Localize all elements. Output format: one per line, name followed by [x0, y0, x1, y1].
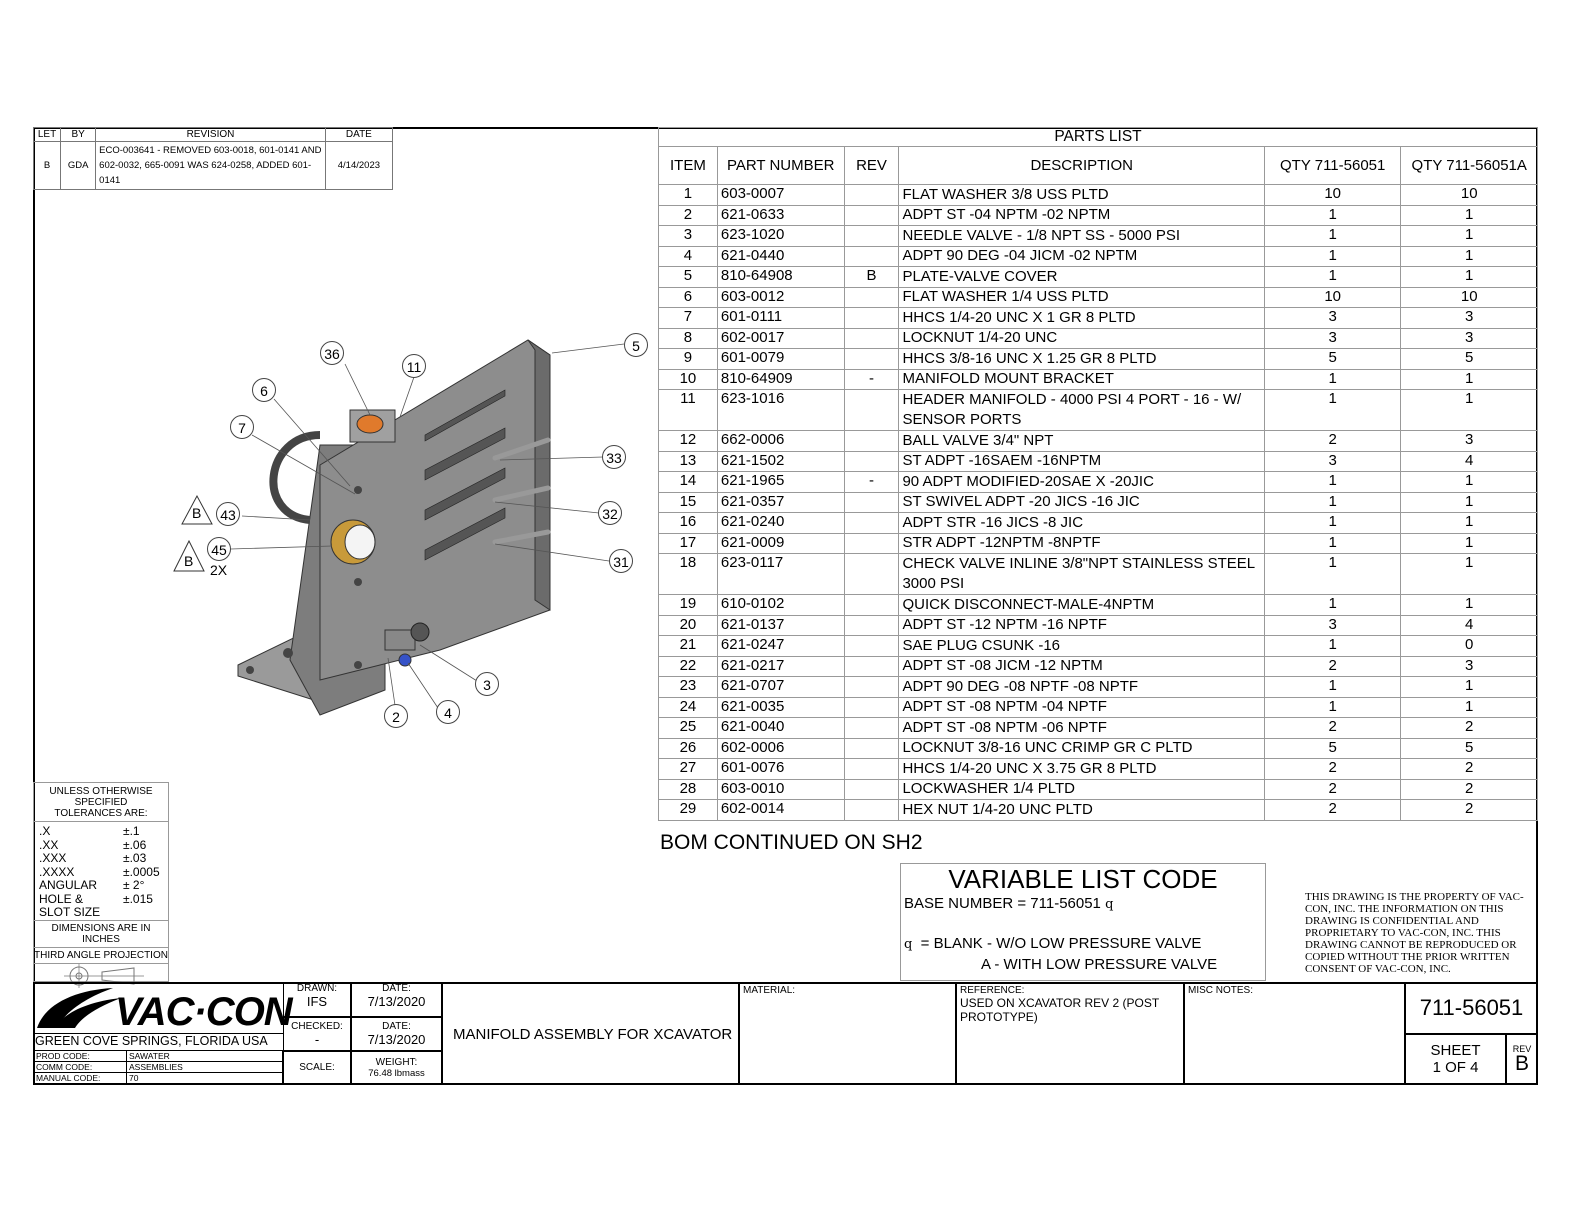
cell-qty-b: 1: [1401, 226, 1538, 247]
table-row: [659, 287, 1538, 308]
table-row: [659, 369, 1538, 390]
table-row: [659, 738, 1538, 759]
table-row: [659, 492, 1538, 513]
balloon-4: 4: [436, 700, 460, 724]
cell-qty-a: 2: [1264, 759, 1400, 780]
balloon-31: 31: [609, 549, 633, 573]
table-row: [659, 513, 1538, 534]
misc-notes-cell: [1184, 982, 1405, 1085]
cell-qty-b: 10: [1401, 287, 1538, 308]
weight-cell: WEIGHT: 76.48 lbmass: [351, 1051, 442, 1085]
cell-description: 90 ADPT MODIFIED-20SAE X -20JIC: [899, 472, 1265, 493]
cell-part-number: 610-0102: [717, 595, 844, 616]
rev-let: B: [34, 142, 61, 190]
cell-description: HHCS 1/4-20 UNC X 1 GR 8 PLTD: [899, 308, 1265, 329]
manual-code-label: MANUAL CODE:: [34, 1073, 127, 1084]
cell-qty-a: 1: [1264, 533, 1400, 554]
table-row: [659, 595, 1538, 616]
variable-option-a: A - WITH LOW PRESSURE VALVE: [981, 956, 1218, 973]
cell-item: 18: [659, 554, 718, 595]
cell-qty-a: 5: [1264, 349, 1400, 370]
drawn-date: 7/13/2020: [367, 994, 426, 1009]
cell-description: ST ADPT -16SAEM -16NPTM: [899, 451, 1265, 472]
cell-part-number: 623-0117: [717, 554, 844, 595]
cell-part-number: 621-0240: [717, 513, 844, 534]
table-row: [659, 554, 1538, 595]
cell-part-number: 601-0076: [717, 759, 844, 780]
tolerance-row: ANGULAR ± 2°: [39, 878, 145, 892]
checked-date-cell: DATE: 7/13/2020: [351, 1017, 442, 1051]
cell-description: QUICK DISCONNECT-MALE-4NPTM: [899, 595, 1265, 616]
cell-part-number: 662-0006: [717, 431, 844, 452]
table-row: [659, 615, 1538, 636]
cell-description: HEADER MANIFOLD - 4000 PSI 4 PORT - 16 - W/ SENSOR PORTS: [899, 390, 1265, 431]
drawn-date-cell: DATE: 7/13/2020: [351, 982, 442, 1017]
balloon-32: 32: [598, 501, 622, 525]
cell-item: 10: [659, 369, 718, 390]
prod-code-label: PROD CODE:: [34, 1051, 127, 1062]
tolerance-block: [33, 782, 169, 982]
cell-part-number: 602-0017: [717, 328, 844, 349]
prod-code: SAWATER: [127, 1051, 283, 1062]
cell-item: 6: [659, 287, 718, 308]
cell-item: 9: [659, 349, 718, 370]
cell-qty-a: 1: [1264, 390, 1400, 431]
cell-item: 13: [659, 451, 718, 472]
reference-cell: [956, 982, 1184, 1085]
cell-description: HHCS 1/4-20 UNC X 3.75 GR 8 PLTD: [899, 759, 1265, 780]
cell-item: 15: [659, 492, 718, 513]
table-row: [659, 328, 1538, 349]
property-notice: THIS DRAWING IS THE PROPERTY OF VAC-CON, INC. THE INFORMATION ON THIS DRAWING IS CONFIDENTIAL AND PROPRIETARY TO VAC-CON, INC. THIS DRAWING CANNOT BE REPRODUCED OR COPIED WITHOUT THE PRIOR WRITTEN CONSENT OF VAC-CON, INC.: [1305, 891, 1524, 975]
logo-text: VAC·CON: [115, 990, 292, 1034]
balloon-6: 6: [252, 378, 276, 402]
cell-qty-b: 3: [1401, 431, 1538, 452]
cell-description: ADPT ST -04 NPTM -02 NPTM: [899, 205, 1265, 226]
logo-swoosh-icon: [35, 984, 125, 1032]
cell-rev: [844, 287, 899, 308]
cell-qty-b: 0: [1401, 636, 1538, 657]
cell-part-number: 621-0217: [717, 656, 844, 677]
comm-code: ASSEMBLIES: [127, 1062, 283, 1073]
cell-item: 14: [659, 472, 718, 493]
cell-qty-b: 2: [1401, 718, 1538, 739]
manifold-cap: [357, 415, 383, 433]
cell-qty-a: 5: [1264, 738, 1400, 759]
cell-item: 28: [659, 779, 718, 800]
col-header-qty-b: QTY 711-56051A: [1401, 147, 1538, 185]
table-row: [659, 308, 1538, 329]
table-row: [659, 451, 1538, 472]
rev-cell: [1506, 1034, 1538, 1085]
cell-qty-a: 1: [1264, 492, 1400, 513]
rev-header-revision: REVISION: [96, 128, 326, 142]
cell-description: LOCKWASHER 1/4 PLTD: [899, 779, 1265, 800]
table-row: [659, 349, 1538, 370]
cell-qty-a: 1: [1264, 205, 1400, 226]
cell-item: 21: [659, 636, 718, 657]
rev-date: 4/14/2023: [325, 142, 392, 190]
cell-description: ADPT 90 DEG -04 JICM -02 NPTM: [899, 246, 1265, 267]
cell-part-number: 621-0247: [717, 636, 844, 657]
cell-description: BALL VALVE 3/4" NPT: [899, 431, 1265, 452]
tolerance-list: [34, 822, 168, 920]
cell-item: 20: [659, 615, 718, 636]
cell-qty-a: 1: [1264, 267, 1400, 288]
balloon-11: 11: [402, 354, 426, 378]
cell-description: FLAT WASHER 1/4 USS PLTD: [899, 287, 1265, 308]
drawing-number: 711-56051: [1405, 982, 1538, 1034]
cell-qty-b: 3: [1401, 328, 1538, 349]
cell-part-number: 621-0035: [717, 697, 844, 718]
cell-item: 5: [659, 267, 718, 288]
units-note: DIMENSIONS ARE IN INCHES: [34, 920, 168, 947]
cell-qty-b: 1: [1401, 492, 1538, 513]
cell-part-number: 623-1016: [717, 390, 844, 431]
table-row: [659, 390, 1538, 431]
cell-rev: [844, 492, 899, 513]
sheet-label: SHEET: [1430, 1042, 1481, 1059]
cell-qty-a: 2: [1264, 718, 1400, 739]
table-row: [659, 697, 1538, 718]
balloon-5: 5: [624, 333, 648, 357]
cell-rev: [844, 533, 899, 554]
bom-continued-note: BOM CONTINUED ON SH2: [660, 831, 923, 854]
col-header-item: ITEM: [659, 147, 718, 185]
cell-part-number: 603-0012: [717, 287, 844, 308]
quantity-note: 2X: [210, 562, 228, 578]
cell-description: PLATE-VALVE COVER: [899, 267, 1265, 288]
table-row: [659, 431, 1538, 452]
tolerance-header-2: TOLERANCES ARE:: [34, 808, 168, 822]
cell-rev: -: [844, 369, 899, 390]
cell-part-number: 621-0137: [717, 615, 844, 636]
cell-qty-a: 3: [1264, 451, 1400, 472]
cell-qty-a: 3: [1264, 328, 1400, 349]
cell-item: 22: [659, 656, 718, 677]
tolerance-header-1: UNLESS OTHERWISE SPECIFIED: [49, 786, 153, 808]
rev-header-let: LET: [34, 128, 61, 142]
balloon-3: 3: [475, 672, 499, 696]
cell-qty-b: 1: [1401, 472, 1538, 493]
cell-description: ADPT 90 DEG -08 NPTF -08 NPTF: [899, 677, 1265, 698]
revision-block: [33, 127, 393, 190]
cell-part-number: 621-0633: [717, 205, 844, 226]
cell-item: 4: [659, 246, 718, 267]
cell-description: LOCKNUT 3/8-16 UNC CRIMP GR C PLTD: [899, 738, 1265, 759]
cell-part-number: 602-0014: [717, 800, 844, 821]
cell-rev: [844, 595, 899, 616]
cell-qty-a: 2: [1264, 800, 1400, 821]
cell-qty-b: 3: [1401, 656, 1538, 677]
cell-item: 26: [659, 738, 718, 759]
cell-qty-a: 1: [1264, 554, 1400, 595]
cell-rev: [844, 308, 899, 329]
cell-part-number: 603-0010: [717, 779, 844, 800]
checked-by: -: [314, 1032, 320, 1047]
cell-rev: -: [844, 472, 899, 493]
cell-qty-a: 1: [1264, 472, 1400, 493]
cell-rev: [844, 349, 899, 370]
drawn-by: IFS: [306, 994, 328, 1009]
balloon-36: 36: [320, 341, 344, 365]
cell-rev: [844, 759, 899, 780]
table-row: [659, 533, 1538, 554]
table-row: [659, 779, 1538, 800]
cell-rev: [844, 451, 899, 472]
cell-qty-b: 1: [1401, 205, 1538, 226]
cell-item: 2: [659, 205, 718, 226]
table-row: [659, 759, 1538, 780]
cell-qty-a: 1: [1264, 513, 1400, 534]
cell-item: 19: [659, 595, 718, 616]
cell-rev: [844, 226, 899, 247]
variable-list-box: [900, 863, 1266, 981]
cell-qty-b: 5: [1401, 349, 1538, 370]
col-header-part-number: PART NUMBER: [717, 147, 844, 185]
cell-item: 3: [659, 226, 718, 247]
cell-rev: B: [844, 267, 899, 288]
rev-header-by: BY: [61, 128, 96, 142]
weight: 76.48 lbmass: [368, 1068, 425, 1079]
cell-rev: [844, 656, 899, 677]
reference: USED ON XCAVATOR REV 2 (POST PROTOTYPE): [960, 996, 1159, 1024]
cell-qty-b: 1: [1401, 267, 1538, 288]
cell-item: 27: [659, 759, 718, 780]
cell-rev: [844, 738, 899, 759]
cell-part-number: 603-0007: [717, 185, 844, 206]
cell-part-number: 621-0040: [717, 718, 844, 739]
rev-by: GDA: [61, 142, 96, 190]
table-row: [659, 185, 1538, 206]
cell-part-number: 621-0440: [717, 246, 844, 267]
cell-description: ADPT ST -12 NPTM -16 NPTF: [899, 615, 1265, 636]
projection-note: THIRD ANGLE PROJECTION: [34, 947, 168, 963]
codes-table: [33, 1050, 283, 1084]
cell-qty-a: 1: [1264, 246, 1400, 267]
cell-qty-b: 1: [1401, 369, 1538, 390]
cell-rev: [844, 205, 899, 226]
tolerance-row: .XX ±.06: [39, 837, 147, 852]
material-label: MATERIAL:: [743, 985, 796, 996]
cell-qty-b: 2: [1401, 759, 1538, 780]
balloon-43: 43: [216, 502, 240, 526]
cell-part-number: 601-0079: [717, 349, 844, 370]
cell-description: MANIFOLD MOUNT BRACKET: [899, 369, 1265, 390]
cell-qty-b: 4: [1401, 615, 1538, 636]
tolerance-row: HOLE & ±.015: [39, 891, 153, 906]
balloon-2: 2: [384, 704, 408, 728]
table-row: [659, 677, 1538, 698]
cell-part-number: 621-0009: [717, 533, 844, 554]
col-header-description: DESCRIPTION: [899, 147, 1265, 185]
cell-qty-a: 1: [1264, 369, 1400, 390]
cell-description: SAE PLUG CSUNK -16: [899, 636, 1265, 657]
cell-qty-a: 2: [1264, 431, 1400, 452]
cell-item: 23: [659, 677, 718, 698]
cell-qty-a: 10: [1264, 287, 1400, 308]
table-row: [659, 656, 1538, 677]
cell-qty-a: 2: [1264, 656, 1400, 677]
cell-qty-b: 1: [1401, 246, 1538, 267]
table-row: [659, 800, 1538, 821]
comm-code-label: COMM CODE:: [34, 1062, 127, 1073]
reference-label: REFERENCE:: [960, 985, 1025, 996]
cell-qty-a: 3: [1264, 615, 1400, 636]
cell-description: NEEDLE VALVE - 1/8 NPT SS - 5000 PSI: [899, 226, 1265, 247]
cell-qty-b: 1: [1401, 390, 1538, 431]
cell-qty-a: 3: [1264, 308, 1400, 329]
col-header-qty-a: QTY 711-56051: [1264, 147, 1400, 185]
col-header-rev: REV: [844, 147, 899, 185]
cell-qty-b: 1: [1401, 697, 1538, 718]
tolerance-row: .XXXX ±.0005: [39, 864, 160, 879]
balloon-33: 33: [602, 445, 626, 469]
variable-list-title: VARIABLE LIST CODE: [948, 864, 1218, 894]
cell-rev: [844, 615, 899, 636]
title-cell: [442, 982, 739, 1085]
cell-part-number: 602-0006: [717, 738, 844, 759]
cell-qty-b: 1: [1401, 533, 1538, 554]
cell-part-number: 621-1502: [717, 451, 844, 472]
cell-qty-a: 1: [1264, 226, 1400, 247]
cell-description: ADPT STR -16 JICS -8 JIC: [899, 513, 1265, 534]
cell-item: 7: [659, 308, 718, 329]
rev-description: ECO-003641 - REMOVED 603-0018, 601-0141 AND 602-0032, 665-0091 WAS 624-0258, ADDED 601-0141: [96, 142, 326, 190]
cell-part-number: 623-1020: [717, 226, 844, 247]
sheet-number: 1 OF 4: [1432, 1059, 1479, 1076]
cell-description: CHECK VALVE INLINE 3/8"NPT STAINLESS STEEL 3000 PSI: [899, 554, 1265, 595]
cell-item: 25: [659, 718, 718, 739]
cell-qty-a: 1: [1264, 636, 1400, 657]
variable-base-number: BASE NUMBER = 711-56051 q: [904, 895, 1114, 912]
cell-rev: [844, 800, 899, 821]
cell-part-number: 621-0357: [717, 492, 844, 513]
cell-description: ST SWIVEL ADPT -20 JICS -16 JIC: [899, 492, 1265, 513]
needle-valve: [385, 630, 415, 650]
rev-flag-label: B: [192, 505, 202, 521]
cell-qty-b: 1: [1401, 677, 1538, 698]
company-location: GREEN COVE SPRINGS, FLORIDA USA: [35, 1033, 283, 1048]
rev-flag-label: B: [184, 553, 194, 569]
cell-description: HHCS 3/8-16 UNC X 1.25 GR 8 PLTD: [899, 349, 1265, 370]
cell-rev: [844, 697, 899, 718]
checked-cell: CHECKED: -: [283, 1017, 351, 1051]
sheet-cell: [1405, 1034, 1506, 1085]
cell-qty-a: 1: [1264, 697, 1400, 718]
cell-qty-b: 10: [1401, 185, 1538, 206]
table-row: [659, 636, 1538, 657]
cell-description: HEX NUT 1/4-20 UNC PLTD: [899, 800, 1265, 821]
table-row: [659, 205, 1538, 226]
cell-rev: [844, 554, 899, 595]
rev-header-date: DATE: [325, 128, 392, 142]
cell-item: 24: [659, 697, 718, 718]
cell-description: ADPT ST -08 JICM -12 NPTM: [899, 656, 1265, 677]
company-logo: [35, 984, 292, 1034]
parts-list-title: PARTS LIST: [659, 128, 1538, 147]
cell-qty-a: 1: [1264, 677, 1400, 698]
cell-item: 1: [659, 185, 718, 206]
cell-qty-b: 2: [1401, 779, 1538, 800]
rev-letter: B: [1514, 1052, 1529, 1075]
manual-code: 70: [127, 1073, 283, 1084]
cell-item: 16: [659, 513, 718, 534]
cell-description: LOCKNUT 1/4-20 UNC: [899, 328, 1265, 349]
cell-description: ADPT ST -08 NPTM -06 NPTF: [899, 718, 1265, 739]
parts-list-table: [658, 127, 1538, 821]
table-row: [659, 472, 1538, 493]
cell-qty-b: 1: [1401, 554, 1538, 595]
balloon-45: 45: [207, 537, 231, 561]
misc-notes-label: MISC NOTES:: [1188, 985, 1254, 996]
table-row: [659, 226, 1538, 247]
table-row: [659, 246, 1538, 267]
cell-rev: [844, 185, 899, 206]
cell-rev: [844, 636, 899, 657]
cell-item: 8: [659, 328, 718, 349]
cell-item: 17: [659, 533, 718, 554]
cell-qty-b: 5: [1401, 738, 1538, 759]
cell-qty-b: 2: [1401, 800, 1538, 821]
cell-rev: [844, 513, 899, 534]
cell-rev: [844, 246, 899, 267]
cell-qty-b: 1: [1401, 595, 1538, 616]
cell-rev: [844, 328, 899, 349]
cell-rev: [844, 390, 899, 431]
table-row: [659, 718, 1538, 739]
assembly-drawing: [170, 320, 660, 740]
cell-description: ADPT ST -08 NPTM -04 NPTF: [899, 697, 1265, 718]
tolerance-row: SLOT SIZE: [39, 905, 101, 919]
cell-qty-b: 4: [1401, 451, 1538, 472]
cell-description: STR ADPT -12NPTM -8NPTF: [899, 533, 1265, 554]
cell-item: 29: [659, 800, 718, 821]
cell-qty-a: 2: [1264, 779, 1400, 800]
cell-part-number: 810-64908: [717, 267, 844, 288]
cell-rev: [844, 779, 899, 800]
tolerance-row: .X ±.1: [39, 824, 140, 838]
scale-label: SCALE:: [283, 1051, 351, 1085]
table-row: [659, 267, 1538, 288]
cell-description: FLAT WASHER 3/8 USS PLTD: [899, 185, 1265, 206]
variable-option-blank: q = BLANK - W/O LOW PRESSURE VALVE: [904, 935, 1202, 952]
cell-qty-b: 3: [1401, 308, 1538, 329]
cell-part-number: 621-0707: [717, 677, 844, 698]
drawn-cell: DRAWN: IFS: [283, 982, 351, 1017]
drawing-title: MANIFOLD ASSEMBLY FOR XCAVATOR: [453, 1026, 733, 1043]
cell-rev: [844, 718, 899, 739]
cell-part-number: 621-1965: [717, 472, 844, 493]
cell-qty-b: 1: [1401, 513, 1538, 534]
checked-date: 7/13/2020: [367, 1032, 426, 1047]
cell-part-number: 810-64909: [717, 369, 844, 390]
cell-qty-a: 10: [1264, 185, 1400, 206]
cell-item: 12: [659, 431, 718, 452]
tolerance-row: .XXX ±.03: [39, 851, 147, 865]
material-cell: [739, 982, 956, 1085]
rev-label: REV: [1512, 1044, 1532, 1054]
cell-rev: [844, 677, 899, 698]
cell-item: 11: [659, 390, 718, 431]
cell-rev: [844, 431, 899, 452]
cell-qty-a: 1: [1264, 595, 1400, 616]
cell-part-number: 601-0111: [717, 308, 844, 329]
balloon-7: 7: [230, 415, 254, 439]
